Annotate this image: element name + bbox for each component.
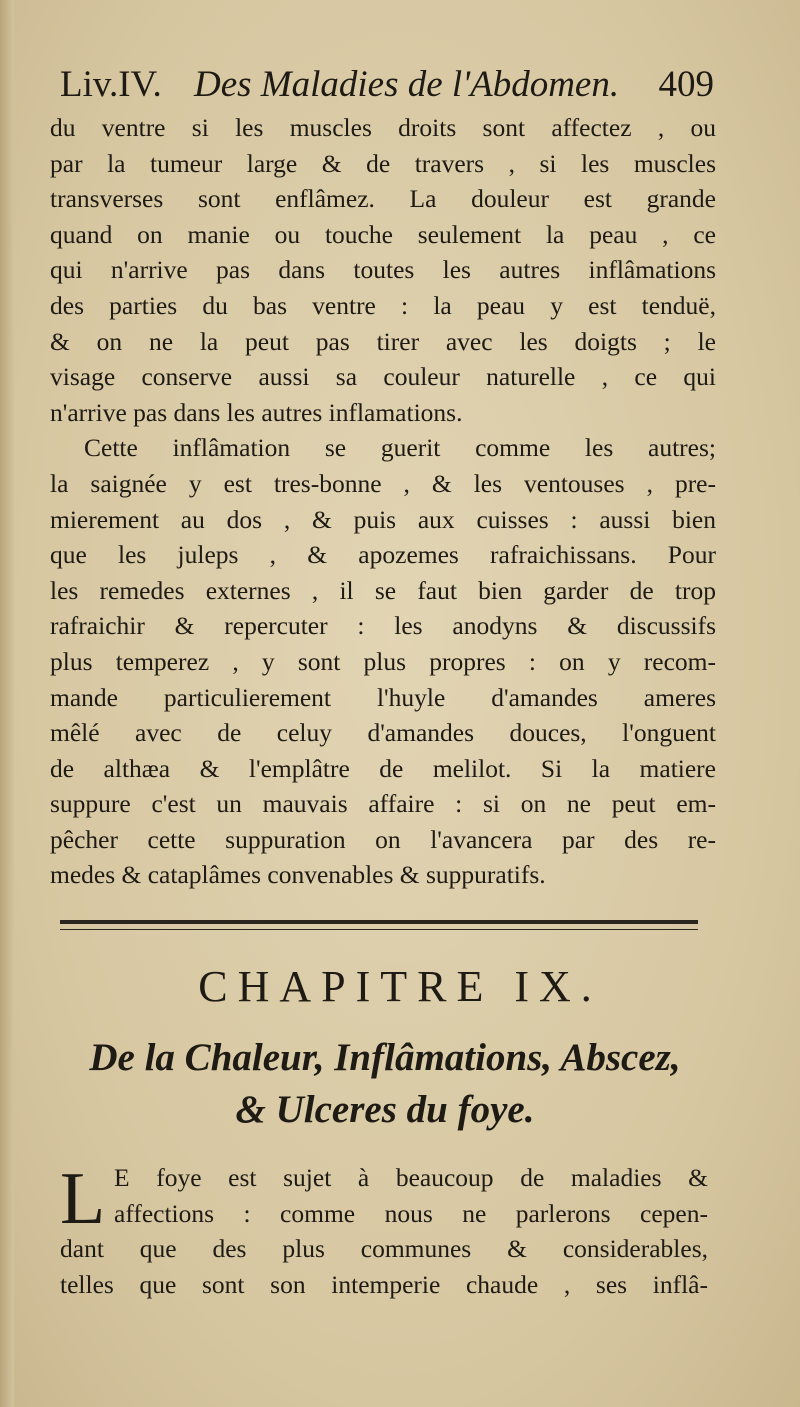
text-line: de althæa & l'emplâtre de melilot. Si la matiere xyxy=(50,753,716,783)
text-line: la saignée y est tres-bonne , & les ventouses , pre- xyxy=(50,468,716,498)
text-line: transverses sont enflâmez. La douleur est grande xyxy=(50,184,716,214)
chapter-subtitle-line-2: & Ulceres du foye. xyxy=(235,1088,535,1131)
page-number: 409 xyxy=(658,64,714,105)
page-binding-edge xyxy=(0,0,14,1407)
text-line: telles que sont son intemperie chaude , ses inflâ- xyxy=(60,1269,708,1299)
text-line: mierement au dos , & puis aux cuisses : aussi bien xyxy=(50,504,716,534)
text-line: affections : comme nous ne parlerons cepen- xyxy=(114,1198,708,1228)
text-line: Cette inflâmation se guerit comme les autres; xyxy=(84,433,716,463)
text-line: les remedes externes , il se faut bien garder de trop xyxy=(50,575,716,605)
chapter-divider-rule xyxy=(60,920,698,930)
text-line: suppure c'est un mauvais affaire : si on ne peut em- xyxy=(50,789,716,819)
chapter-heading: CHAPITRE IX. xyxy=(198,962,602,1011)
drop-cap: L xyxy=(60,1158,106,1240)
text-line: medes & cataplâmes convenables & suppuratifs. xyxy=(50,860,546,890)
text-line: du ventre si les muscles droits sont affectez , ou xyxy=(50,113,716,142)
text-line: des parties du bas ventre : la peau y est tenduë, xyxy=(50,290,716,320)
running-title: Des Maladies de l'Abdomen. xyxy=(194,64,620,105)
paragraph-3-lines xyxy=(60,1160,708,1302)
text-line: quand on manie ou touche seulement la peau , ce xyxy=(50,219,716,249)
paragraph-3 xyxy=(60,1160,708,1302)
main-text xyxy=(50,110,716,893)
paragraph-2 xyxy=(50,430,716,893)
text-line: plus temperez , y sont plus propres : on y recom- xyxy=(50,646,716,676)
chapter-subtitle-line-1: De la Chaleur, Inflâmations, Abscez, xyxy=(89,1036,681,1079)
text-line: par la tumeur large & de travers , si les muscles xyxy=(50,148,716,178)
text-line: rafraichir & repercuter : les anodyns & discussifs xyxy=(50,611,716,641)
paragraph-1 xyxy=(50,110,716,430)
text-line: mêlé avec de celuy d'amandes douces, l'onguent xyxy=(50,718,716,748)
book-section-label: Liv.IV. xyxy=(60,64,162,105)
text-line: mande particulierement l'huyle d'amandes ameres xyxy=(50,682,716,712)
text-line: E foye est sujet à beaucoup de maladies & xyxy=(114,1163,708,1192)
text-line: n'arrive pas dans les autres inflamations. xyxy=(50,397,463,427)
text-line: dant que des plus communes & considerables, xyxy=(60,1234,708,1264)
running-header xyxy=(60,60,714,110)
text-line: que les juleps , & apozemes rafraichissans. Pour xyxy=(50,540,716,570)
text-line: & on ne la peut pas tirer avec les doigts ; le xyxy=(50,326,716,356)
text-line: visage conserve aussi sa couleur naturelle , ce qui xyxy=(50,362,716,392)
text-line: pêcher cette suppuration on l'avancera par des re- xyxy=(50,824,716,854)
text-line: qui n'arrive pas dans toutes les autres inflâmations xyxy=(50,255,716,285)
